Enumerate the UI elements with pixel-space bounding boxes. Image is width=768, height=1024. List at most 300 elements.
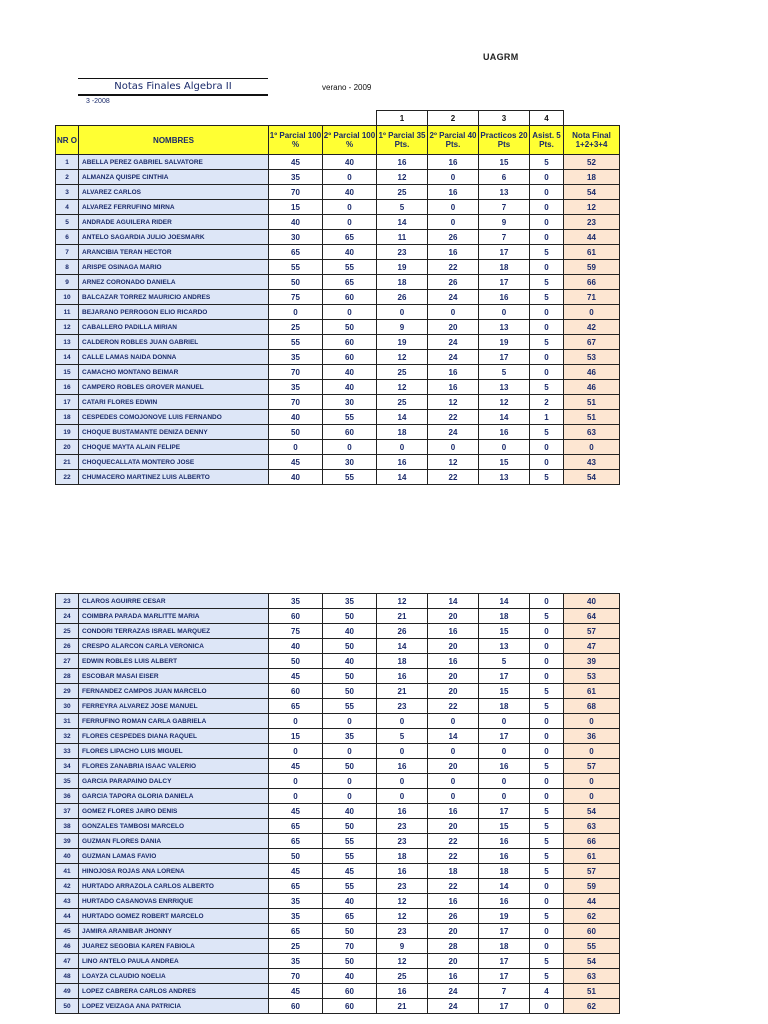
nota-final: 51 <box>564 984 620 999</box>
practicos-points: 17 <box>479 924 530 939</box>
table-row <box>56 350 620 365</box>
parcial1-points: 14 <box>377 215 428 230</box>
table-row <box>56 305 620 320</box>
row-number: 11 <box>56 305 79 320</box>
parcial1-points: 5 <box>377 729 428 744</box>
parcial2-points: 14 <box>428 729 479 744</box>
grades-table-top <box>55 110 620 485</box>
parcial2-score: 40 <box>323 380 377 395</box>
practicos-points: 17 <box>479 669 530 684</box>
asistencia-points: 5 <box>530 849 564 864</box>
student-name: CABALLERO PADILLA MIRIAN <box>79 320 269 335</box>
parcial1-score: 40 <box>269 639 323 654</box>
student-name: ANDRADE AGUILERA RIDER <box>79 215 269 230</box>
parcial1-points: 25 <box>377 969 428 984</box>
practicos-points: 17 <box>479 729 530 744</box>
asistencia-points: 0 <box>530 939 564 954</box>
col-header-asistencia: Asist. 5 Pts. <box>530 126 564 155</box>
parcial1-score: 65 <box>269 699 323 714</box>
parcial2-points: 0 <box>428 305 479 320</box>
parcial2-score: 55 <box>323 410 377 425</box>
nota-final: 43 <box>564 455 620 470</box>
student-name: CONDORI TERRAZAS ISRAEL MARQUEZ <box>79 624 269 639</box>
student-name: CHUMACERO MARTINEZ LUIS ALBERTO <box>79 470 269 485</box>
table-row <box>56 260 620 275</box>
table-row <box>56 894 620 909</box>
parcial1-score: 50 <box>269 849 323 864</box>
parcial1-score: 70 <box>269 395 323 410</box>
table-row <box>56 939 620 954</box>
parcial1-points: 0 <box>377 714 428 729</box>
parcial2-score: 65 <box>323 909 377 924</box>
table-row <box>56 624 620 639</box>
asistencia-points: 0 <box>530 260 564 275</box>
table-row <box>56 185 620 200</box>
asistencia-points: 5 <box>530 609 564 624</box>
asistencia-points: 0 <box>530 729 564 744</box>
asistencia-points: 0 <box>530 594 564 609</box>
row-number: 32 <box>56 729 79 744</box>
parcial2-score: 55 <box>323 849 377 864</box>
parcial2-score: 60 <box>323 999 377 1014</box>
practicos-points: 0 <box>479 305 530 320</box>
parcial2-points: 24 <box>428 335 479 350</box>
parcial1-points: 12 <box>377 170 428 185</box>
practicos-points: 15 <box>479 819 530 834</box>
parcial2-score: 65 <box>323 275 377 290</box>
parcial2-score: 40 <box>323 804 377 819</box>
parcial2-points: 22 <box>428 699 479 714</box>
parcial2-score: 55 <box>323 879 377 894</box>
asistencia-points: 5 <box>530 909 564 924</box>
table-row <box>56 969 620 984</box>
parcial1-score: 0 <box>269 774 323 789</box>
practicos-points: 13 <box>479 470 530 485</box>
parcial2-points: 16 <box>428 245 479 260</box>
row-number: 4 <box>56 200 79 215</box>
parcial2-points: 24 <box>428 350 479 365</box>
student-name: ALVAREZ FERRUFINO MIRNA <box>79 200 269 215</box>
row-number: 40 <box>56 849 79 864</box>
parcial1-points: 16 <box>377 669 428 684</box>
nota-final: 23 <box>564 215 620 230</box>
col-header-practicos: Practicos 20 Pts <box>479 126 530 155</box>
nota-final: 57 <box>564 624 620 639</box>
table-row <box>56 954 620 969</box>
parcial1-score: 35 <box>269 594 323 609</box>
nota-final: 47 <box>564 639 620 654</box>
row-number: 7 <box>56 245 79 260</box>
parcial1-points: 23 <box>377 819 428 834</box>
parcial1-points: 18 <box>377 275 428 290</box>
parcial2-score: 40 <box>323 969 377 984</box>
row-number: 5 <box>56 215 79 230</box>
document-title: Notas Finales Algebra II <box>78 78 268 92</box>
practicos-points: 9 <box>479 215 530 230</box>
parcial1-points: 16 <box>377 984 428 999</box>
practicos-points: 16 <box>479 290 530 305</box>
asistencia-points: 5 <box>530 335 564 350</box>
parcial2-score: 30 <box>323 395 377 410</box>
table-row <box>56 684 620 699</box>
table-row <box>56 879 620 894</box>
practicos-points: 17 <box>479 804 530 819</box>
parcial2-points: 16 <box>428 380 479 395</box>
table-row <box>56 200 620 215</box>
asistencia-points: 0 <box>530 999 564 1014</box>
practicos-points: 18 <box>479 699 530 714</box>
row-number: 15 <box>56 365 79 380</box>
parcial1-score: 45 <box>269 155 323 170</box>
nota-final: 66 <box>564 834 620 849</box>
student-name: ARANCIBIA TERAN HECTOR <box>79 245 269 260</box>
parcial1-points: 23 <box>377 699 428 714</box>
asistencia-points: 0 <box>530 774 564 789</box>
parcial1-points: 16 <box>377 155 428 170</box>
parcial1-score: 65 <box>269 245 323 260</box>
col-header-parcial1-pts: 1º Parcial 35 Pts. <box>377 126 428 155</box>
student-name: GARCIA PARAPAINO DALCY <box>79 774 269 789</box>
student-name: GONZALES TAMBOSI MARCELO <box>79 819 269 834</box>
parcial2-points: 20 <box>428 669 479 684</box>
parcial1-points: 19 <box>377 335 428 350</box>
parcial2-score: 55 <box>323 834 377 849</box>
table-row <box>56 275 620 290</box>
row-number: 49 <box>56 984 79 999</box>
practicos-points: 5 <box>479 654 530 669</box>
parcial1-points: 12 <box>377 909 428 924</box>
parcial2-score: 0 <box>323 440 377 455</box>
table-row <box>56 410 620 425</box>
parcial2-score: 60 <box>323 350 377 365</box>
table-row <box>56 155 620 170</box>
col-header-parcial2-pts: 2º Parcial 40 Pts. <box>428 126 479 155</box>
row-number: 9 <box>56 275 79 290</box>
parcial1-points: 14 <box>377 639 428 654</box>
parcial1-score: 70 <box>269 969 323 984</box>
practicos-points: 7 <box>479 984 530 999</box>
table-row <box>56 714 620 729</box>
student-name: JAMIRA ARANIBAR JHONNY <box>79 924 269 939</box>
asistencia-points: 5 <box>530 969 564 984</box>
student-name: CESPEDES COMOJONOVE LUIS FERNANDO <box>79 410 269 425</box>
parcial1-points: 23 <box>377 245 428 260</box>
row-number: 41 <box>56 864 79 879</box>
parcial2-score: 50 <box>323 819 377 834</box>
parcial1-score: 35 <box>269 350 323 365</box>
table-row <box>56 654 620 669</box>
row-number: 35 <box>56 774 79 789</box>
row-number: 39 <box>56 834 79 849</box>
parcial1-score: 65 <box>269 819 323 834</box>
row-number: 36 <box>56 789 79 804</box>
parcial2-score: 0 <box>323 200 377 215</box>
parcial2-score: 65 <box>323 230 377 245</box>
parcial2-points: 22 <box>428 410 479 425</box>
asistencia-points: 5 <box>530 245 564 260</box>
parcial2-points: 20 <box>428 759 479 774</box>
student-name: CAMPERO ROBLES GROVER MANUEL <box>79 380 269 395</box>
table-row <box>56 245 620 260</box>
row-number: 22 <box>56 470 79 485</box>
row-number: 37 <box>56 804 79 819</box>
parcial2-score: 70 <box>323 939 377 954</box>
table-row <box>56 320 620 335</box>
parcial2-points: 20 <box>428 639 479 654</box>
practicos-points: 0 <box>479 789 530 804</box>
practicos-points: 7 <box>479 230 530 245</box>
parcial1-score: 75 <box>269 624 323 639</box>
parcial2-score: 0 <box>323 789 377 804</box>
parcial2-score: 60 <box>323 425 377 440</box>
asistencia-points: 0 <box>530 455 564 470</box>
nota-final: 36 <box>564 729 620 744</box>
asistencia-points: 5 <box>530 380 564 395</box>
table-row <box>56 395 620 410</box>
student-name: GUZMAN FLORES DANIA <box>79 834 269 849</box>
parcial1-score: 70 <box>269 365 323 380</box>
asistencia-points: 5 <box>530 425 564 440</box>
parcial1-points: 21 <box>377 609 428 624</box>
nota-final: 40 <box>564 594 620 609</box>
practicos-points: 0 <box>479 774 530 789</box>
student-name: ANTELO SAGARDIA JULIO JOESMARK <box>79 230 269 245</box>
asistencia-points: 0 <box>530 624 564 639</box>
col-header-nro: NR O <box>56 126 79 155</box>
practicos-points: 17 <box>479 999 530 1014</box>
asistencia-points: 0 <box>530 170 564 185</box>
asistencia-points: 5 <box>530 699 564 714</box>
asistencia-points: 5 <box>530 864 564 879</box>
asistencia-points: 5 <box>530 834 564 849</box>
asistencia-points: 0 <box>530 654 564 669</box>
parcial1-points: 25 <box>377 365 428 380</box>
parcial1-score: 0 <box>269 789 323 804</box>
student-name: BEJARANO PERROGON ELIO RICARDO <box>79 305 269 320</box>
row-number: 48 <box>56 969 79 984</box>
parcial2-points: 0 <box>428 744 479 759</box>
parcial1-points: 11 <box>377 230 428 245</box>
table-row <box>56 290 620 305</box>
table-row <box>56 909 620 924</box>
parcial2-score: 30 <box>323 455 377 470</box>
parcial1-score: 55 <box>269 335 323 350</box>
parcial2-score: 0 <box>323 215 377 230</box>
title-underline <box>78 94 268 96</box>
nota-final: 0 <box>564 714 620 729</box>
student-name: CAMACHO MONTANO BEIMAR <box>79 365 269 380</box>
nota-final: 55 <box>564 939 620 954</box>
row-number: 33 <box>56 744 79 759</box>
parcial1-points: 0 <box>377 305 428 320</box>
nota-final: 46 <box>564 365 620 380</box>
nota-final: 62 <box>564 999 620 1014</box>
table-row <box>56 804 620 819</box>
nota-final: 52 <box>564 155 620 170</box>
nota-final: 66 <box>564 275 620 290</box>
parcial1-points: 9 <box>377 939 428 954</box>
row-number: 8 <box>56 260 79 275</box>
parcial1-score: 30 <box>269 230 323 245</box>
parcial2-points: 20 <box>428 954 479 969</box>
row-number: 6 <box>56 230 79 245</box>
parcial2-score: 50 <box>323 954 377 969</box>
parcial2-points: 22 <box>428 260 479 275</box>
practicos-points: 5 <box>479 365 530 380</box>
asistencia-points: 0 <box>530 669 564 684</box>
nota-final: 0 <box>564 305 620 320</box>
parcial2-points: 20 <box>428 819 479 834</box>
parcial2-points: 12 <box>428 455 479 470</box>
nota-final: 59 <box>564 260 620 275</box>
parcial1-points: 21 <box>377 999 428 1014</box>
parcial2-score: 40 <box>323 624 377 639</box>
row-number: 10 <box>56 290 79 305</box>
table-row <box>56 365 620 380</box>
parcial2-score: 60 <box>323 290 377 305</box>
nota-final: 54 <box>564 185 620 200</box>
nota-final: 60 <box>564 924 620 939</box>
parcial1-score: 0 <box>269 440 323 455</box>
table-row <box>56 924 620 939</box>
asistencia-points: 2 <box>530 395 564 410</box>
parcial2-points: 22 <box>428 879 479 894</box>
col-header-parcial1: 1º Parcial 100 % <box>269 126 323 155</box>
parcial2-points: 12 <box>428 395 479 410</box>
student-name: EDWIN ROBLES LUIS ALBERT <box>79 654 269 669</box>
parcial1-score: 35 <box>269 909 323 924</box>
parcial1-points: 18 <box>377 849 428 864</box>
nota-final: 54 <box>564 470 620 485</box>
student-name: JUAREZ SEGOBIA KAREN FABIOLA <box>79 939 269 954</box>
parcial2-score: 60 <box>323 335 377 350</box>
nota-final: 0 <box>564 744 620 759</box>
asistencia-points: 5 <box>530 804 564 819</box>
nota-final: 63 <box>564 969 620 984</box>
practicos-points: 16 <box>479 849 530 864</box>
student-name: HINOJOSA ROJAS ANA LORENA <box>79 864 269 879</box>
parcial2-score: 40 <box>323 365 377 380</box>
asistencia-points: 0 <box>530 440 564 455</box>
asistencia-points: 1 <box>530 410 564 425</box>
parcial2-score: 0 <box>323 744 377 759</box>
parcial2-points: 0 <box>428 215 479 230</box>
practicos-points: 19 <box>479 335 530 350</box>
parcial1-points: 0 <box>377 440 428 455</box>
parcial1-score: 0 <box>269 744 323 759</box>
student-name: CLAROS AGUIRRE CESAR <box>79 594 269 609</box>
nota-final: 39 <box>564 654 620 669</box>
parcial1-points: 26 <box>377 290 428 305</box>
asistencia-points: 0 <box>530 305 564 320</box>
student-name: CHOQUE MAYTA ALAIN FELIPE <box>79 440 269 455</box>
parcial2-points: 16 <box>428 969 479 984</box>
practicos-points: 19 <box>479 909 530 924</box>
asistencia-points: 0 <box>530 320 564 335</box>
parcial1-points: 25 <box>377 185 428 200</box>
parcial2-points: 16 <box>428 894 479 909</box>
parcial1-points: 12 <box>377 894 428 909</box>
table-row <box>56 984 620 999</box>
asistencia-points: 0 <box>530 639 564 654</box>
practicos-points: 0 <box>479 714 530 729</box>
parcial2-score: 55 <box>323 470 377 485</box>
nota-final: 51 <box>564 410 620 425</box>
row-number: 30 <box>56 699 79 714</box>
parcial1-points: 26 <box>377 624 428 639</box>
row-number: 50 <box>56 999 79 1014</box>
nota-final: 63 <box>564 819 620 834</box>
parcial2-score: 0 <box>323 305 377 320</box>
parcial2-points: 20 <box>428 320 479 335</box>
nota-final: 64 <box>564 609 620 624</box>
table-row <box>56 729 620 744</box>
practicos-points: 16 <box>479 425 530 440</box>
parcial1-score: 45 <box>269 455 323 470</box>
table-row <box>56 215 620 230</box>
nota-final: 44 <box>564 894 620 909</box>
table-row <box>56 594 620 609</box>
student-name: CRESPO ALARCON CARLA VERONICA <box>79 639 269 654</box>
parcial2-points: 20 <box>428 684 479 699</box>
parcial1-score: 35 <box>269 894 323 909</box>
parcial1-score: 45 <box>269 759 323 774</box>
practicos-points: 7 <box>479 200 530 215</box>
student-name: LINO ANTELO PAULA ANDREA <box>79 954 269 969</box>
nota-final: 61 <box>564 849 620 864</box>
parcial2-score: 50 <box>323 669 377 684</box>
parcial2-score: 50 <box>323 759 377 774</box>
group-number: 1 <box>377 111 428 126</box>
row-number: 23 <box>56 594 79 609</box>
row-number: 28 <box>56 669 79 684</box>
row-number: 17 <box>56 395 79 410</box>
parcial1-score: 0 <box>269 714 323 729</box>
nota-final: 57 <box>564 864 620 879</box>
parcial2-score: 35 <box>323 729 377 744</box>
parcial2-score: 45 <box>323 864 377 879</box>
row-number: 2 <box>56 170 79 185</box>
table-row <box>56 639 620 654</box>
nota-final: 44 <box>564 230 620 245</box>
student-name: GUZMAN LAMAS FAVIO <box>79 849 269 864</box>
practicos-points: 17 <box>479 275 530 290</box>
parcial2-points: 0 <box>428 170 479 185</box>
parcial2-score: 0 <box>323 774 377 789</box>
practicos-points: 13 <box>479 320 530 335</box>
parcial2-score: 60 <box>323 984 377 999</box>
parcial1-score: 50 <box>269 275 323 290</box>
parcial1-score: 15 <box>269 729 323 744</box>
parcial1-score: 55 <box>269 260 323 275</box>
student-name: CHOQUECALLATA MONTERO JOSE <box>79 455 269 470</box>
table-row <box>56 669 620 684</box>
asistencia-points: 0 <box>530 894 564 909</box>
row-number: 47 <box>56 954 79 969</box>
row-number: 34 <box>56 759 79 774</box>
nota-final: 57 <box>564 759 620 774</box>
parcial1-points: 12 <box>377 954 428 969</box>
practicos-points: 17 <box>479 969 530 984</box>
row-number: 43 <box>56 894 79 909</box>
parcial1-score: 45 <box>269 804 323 819</box>
asistencia-points: 5 <box>530 954 564 969</box>
asistencia-points: 0 <box>530 789 564 804</box>
student-name: ESCOBAR MASAI EISER <box>79 669 269 684</box>
parcial1-points: 12 <box>377 350 428 365</box>
nota-final: 68 <box>564 699 620 714</box>
student-name: CATARI FLORES EDWIN <box>79 395 269 410</box>
